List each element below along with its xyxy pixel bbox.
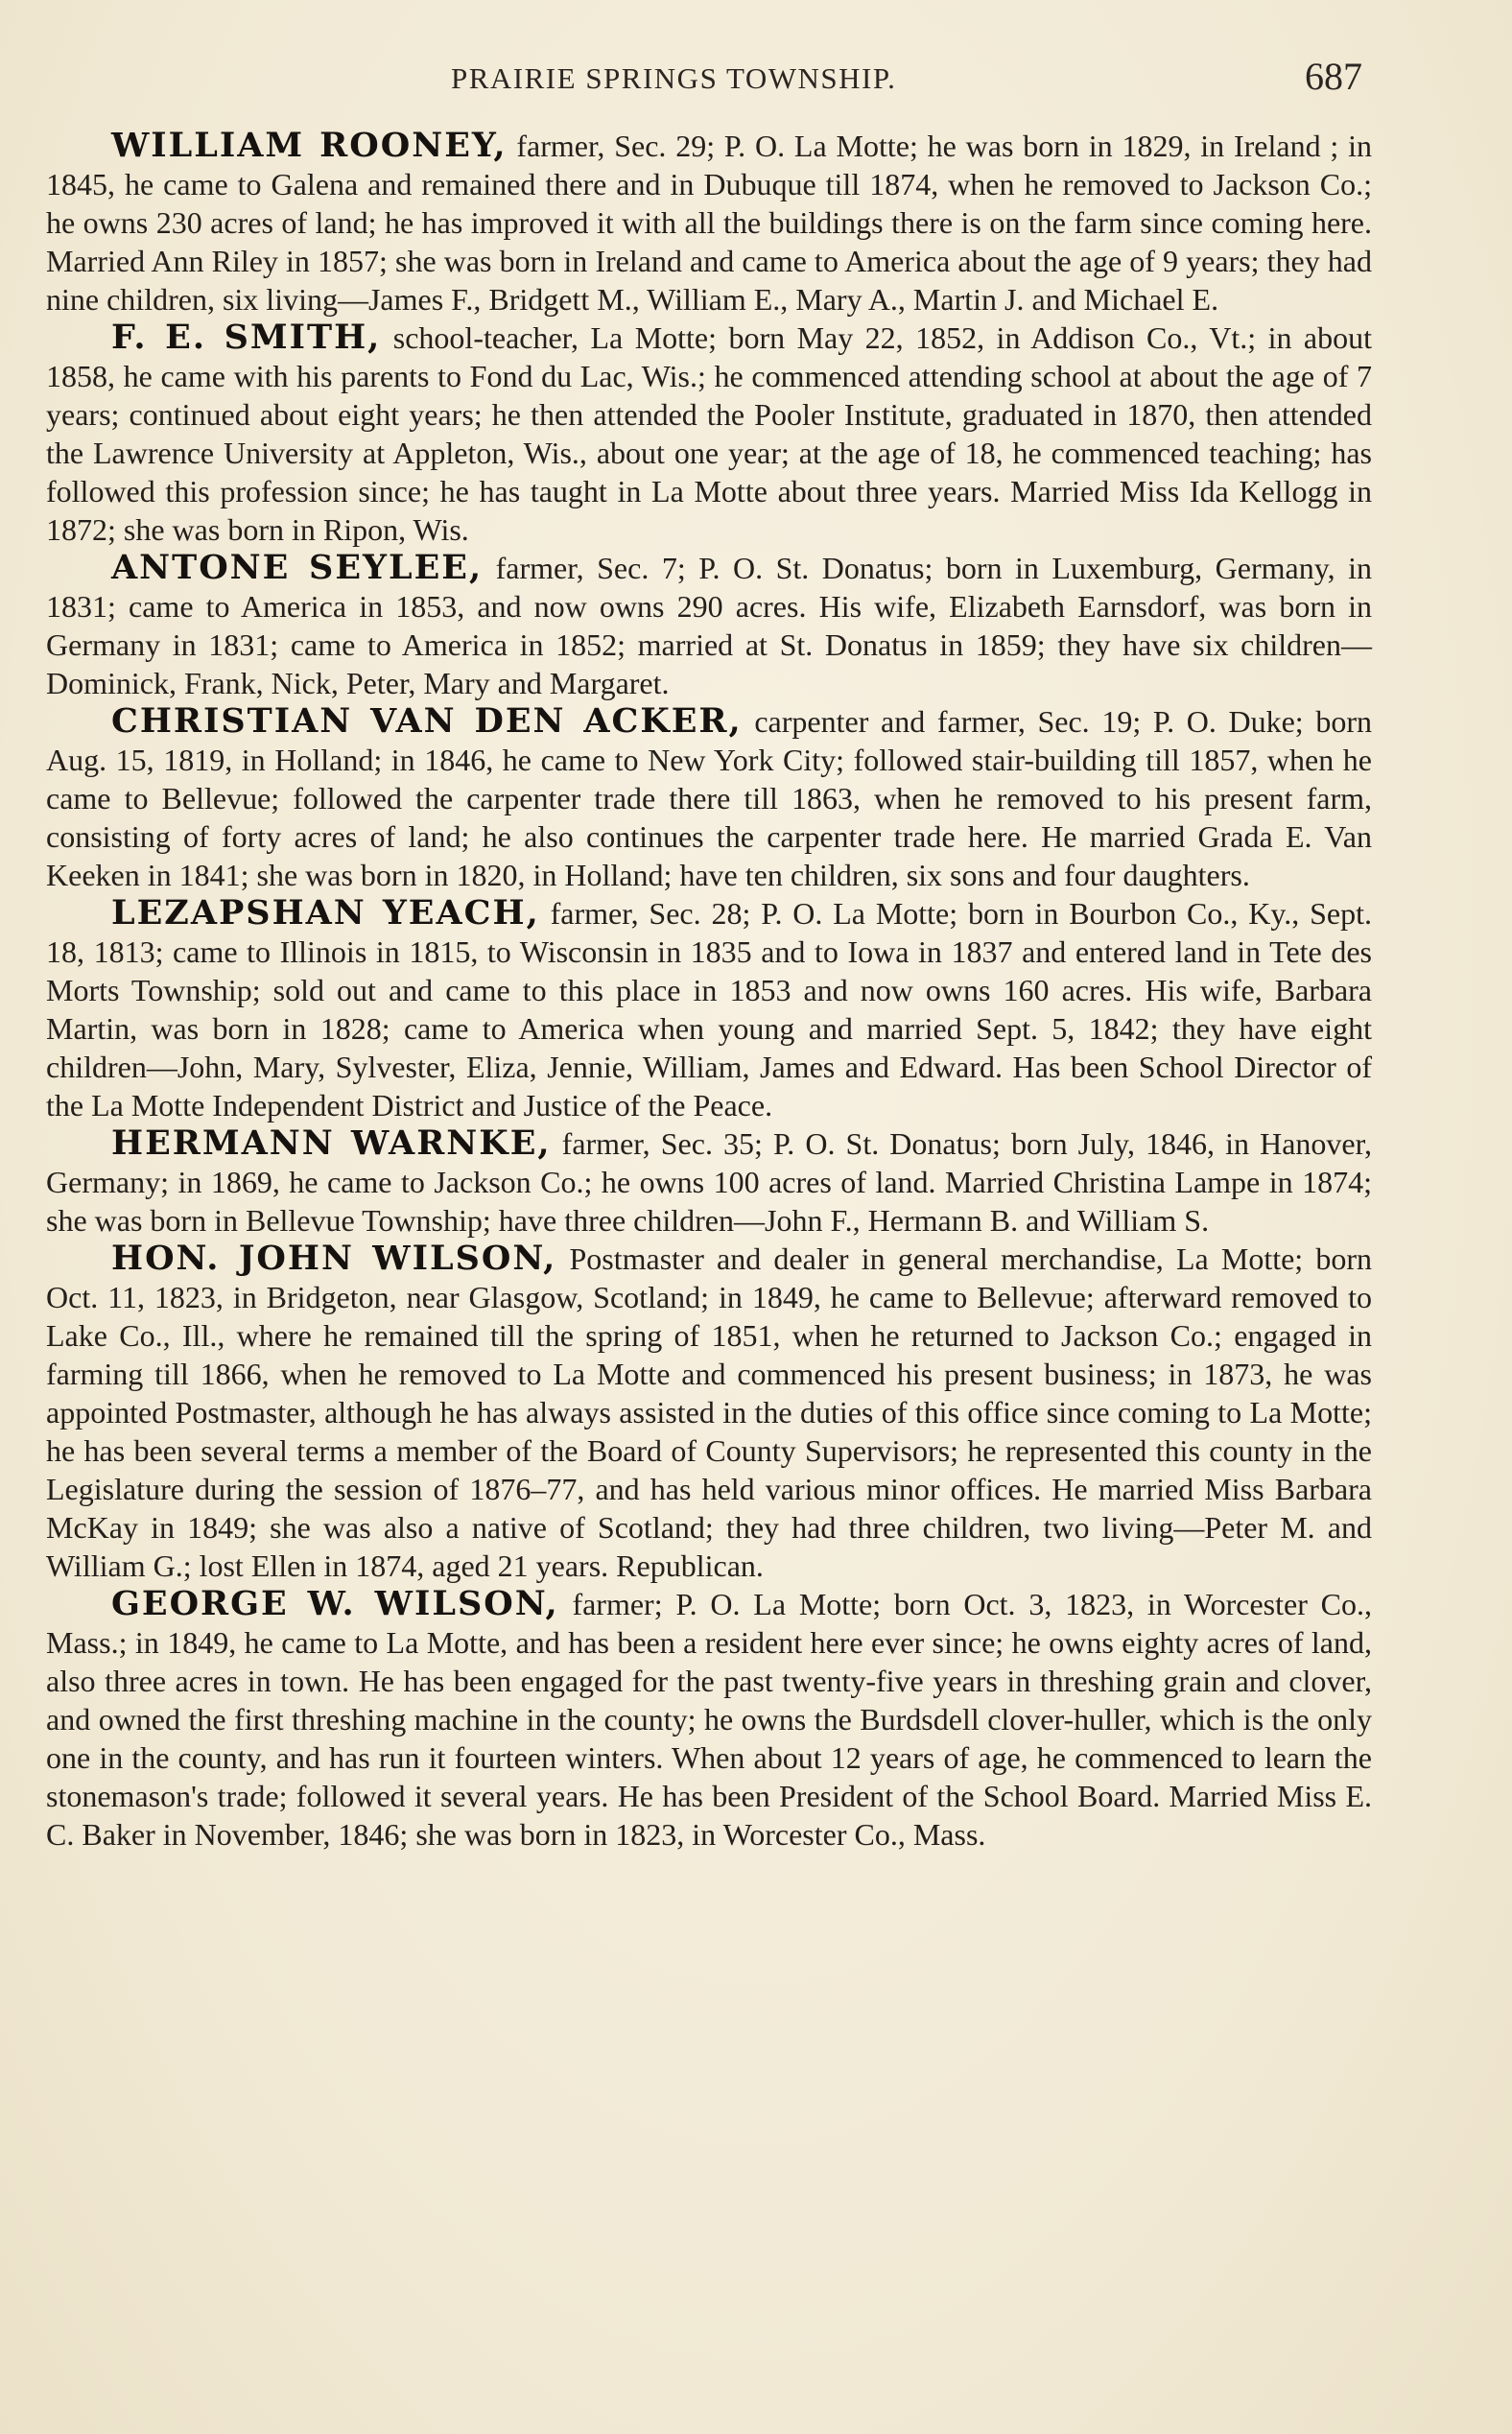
entry-name: CHRISTIAN VAN DEN ACKER,: [111, 701, 743, 741]
biography-entry: [46, 1124, 1372, 1240]
entry-text: farmer; P. O. La Motte; born Oct. 3, 1823, in Worcester Co., Mass.; in 1849, he came to La Motte, and has been a resident here ever since; he owns eighty acres of land, also three acres in town. He has been engaged for the past twenty-five years in threshing grain and clover, and owned the first threshing machine in the county; he owns the Burdsdell clover-huller, which is the only one in the county, and has run it fourteen winters. When about 12 years of age, he commenced to learn the stonemason's trade; followed it several years. He has been President of the School Board. Married Miss E. C. Baker in November, 1846; she was born in 1823, in Worcester Co., Mass.: [46, 1587, 1372, 1852]
page-header: [115, 54, 1362, 111]
biography-list: [46, 127, 1372, 1854]
entry-name: WILLIAM ROONEY,: [111, 126, 508, 165]
biography-entry: [46, 702, 1372, 894]
biography-entry: [46, 127, 1372, 319]
biography-entry: [46, 319, 1372, 549]
entry-name: GEORGE W. WILSON,: [111, 1584, 559, 1623]
entry-name: HON. JOHN WILSON,: [111, 1239, 557, 1278]
entry-text: farmer, Sec. 7; P. O. St. Donatus; born in Luxemburg, Germany, in 1831; came to America in 1853, and now owns 290 acres. His wife, Elizabeth Earnsdorf, was born in Germany in 1831; came to America in 1852; married at St. Donatus in 1859; they have six children—Dominick, Frank, Nick, Peter, Mary and Margaret.: [46, 551, 1373, 700]
entry-text: school-teacher, La Motte; born May 22, 1852, in Addison Co., Vt.; in about 1858, he came with his parents to Fond du Lac, Wis.; he commenced attending school at about the age of 7 years; continued about eight years; he then attended the Pooler Institute, graduated in 1870, then attended the Lawrence University at Appleton, Wis., about one year; at the age of 18, he commenced teaching; has followed this profession since; he has taught in La Motte about three years. Married Miss Ida Kellogg in 1872; she was born in Ripon, Wis.: [46, 320, 1373, 547]
entry-text: farmer, Sec. 29; P. O. La Motte; he was born in 1829, in Ireland ; in 1845, he came to Galena and remained there and in Dubuque till 1874, when he removed to Jackson Co.; he owns 230 acres of land; he has improved it with all the buildings there is on the farm since coming here. Married Ann Riley in 1857; she was born in Ireland and came to America about the age of 9 years; they had nine children, six living—James F., Bridgett M., William E., Mary A., Martin J. and Michael E.: [46, 129, 1373, 317]
entry-text: Postmaster and dealer in general merchandise, La Motte; born Oct. 11, 1823, in Bridgeton, near Glasgow, Scotland; in 1849, he came to Bellevue; afterward removed to Lake Co., Ill., where he remained till the spring of 1851, when he returned to Jackson Co.; engaged in farming till 1866, when he removed to La Motte and commenced his present business; in 1873, he was appointed Postmaster, although he has always assisted in the duties of this office since coming to La Motte; he has been several terms a member of the Board of County Supervisors; he represented this county in the Legislature during the session of 1876–77, and has held various minor offices. He married Miss Barbara McKay in 1849; she was also a native of Scotland; they had three children, two living—Peter M. and William G.; lost Ellen in 1874, aged 21 years. Republican.: [46, 1241, 1373, 1583]
entry-name: F. E. SMITH,: [111, 318, 382, 357]
entry-name: ANTONE SEYLEE,: [111, 548, 484, 587]
entry-name: HERMANN WARNKE,: [111, 1123, 552, 1163]
biography-entry: [46, 1585, 1372, 1854]
running-head: PRAIRIE SPRINGS TOWNSHIP.: [451, 61, 897, 95]
entry-text: carpenter and farmer, Sec. 19; P. O. Duke; born Aug. 15, 1819, in Holland; in 1846, he came to New York City; followed stair-building till 1857, when he came to Bellevue; followed the carpenter trade there till 1863, when he removed to his present farm, consisting of forty acres of land; he also continues the carpenter trade here. He married Grada E. Van Keeken in 1841; she was born in 1820, in Holland; have ten children, six sons and four daughters.: [46, 704, 1372, 892]
page-number: 687: [1305, 55, 1362, 98]
entry-name: LEZAPSHAN YEACH,: [111, 893, 540, 933]
biography-entry: [46, 894, 1372, 1124]
entry-text: farmer, Sec. 35; P. O. St. Donatus; born July, 1846, in Hanover, Germany; in 1869, he came to Jackson Co.; he owns 100 acres of land. Married Christina Lampe in 1874; she was born in Bellevue Township; have three children—John F., Hermann B. and William S.: [46, 1126, 1372, 1238]
biography-entry: [46, 549, 1372, 702]
biography-entry: [46, 1240, 1372, 1585]
entry-text: farmer, Sec. 28; P. O. La Motte; born in Bourbon Co., Ky., Sept. 18, 1813; came to Illinois in 1815, to Wisconsin in 1835 and to Iowa in 1837 and entered land in Tete des Morts Township; sold out and came to this place in 1853 and now owns 160 acres. His wife, Barbara Martin, was born in 1828; came to America when young and married Sept. 5, 1842; they have eight children—John, Mary, Sylvester, Eliza, Jennie, William, James and Edward. Has been School Director of the La Motte Independent District and Justice of the Peace.: [46, 896, 1373, 1122]
